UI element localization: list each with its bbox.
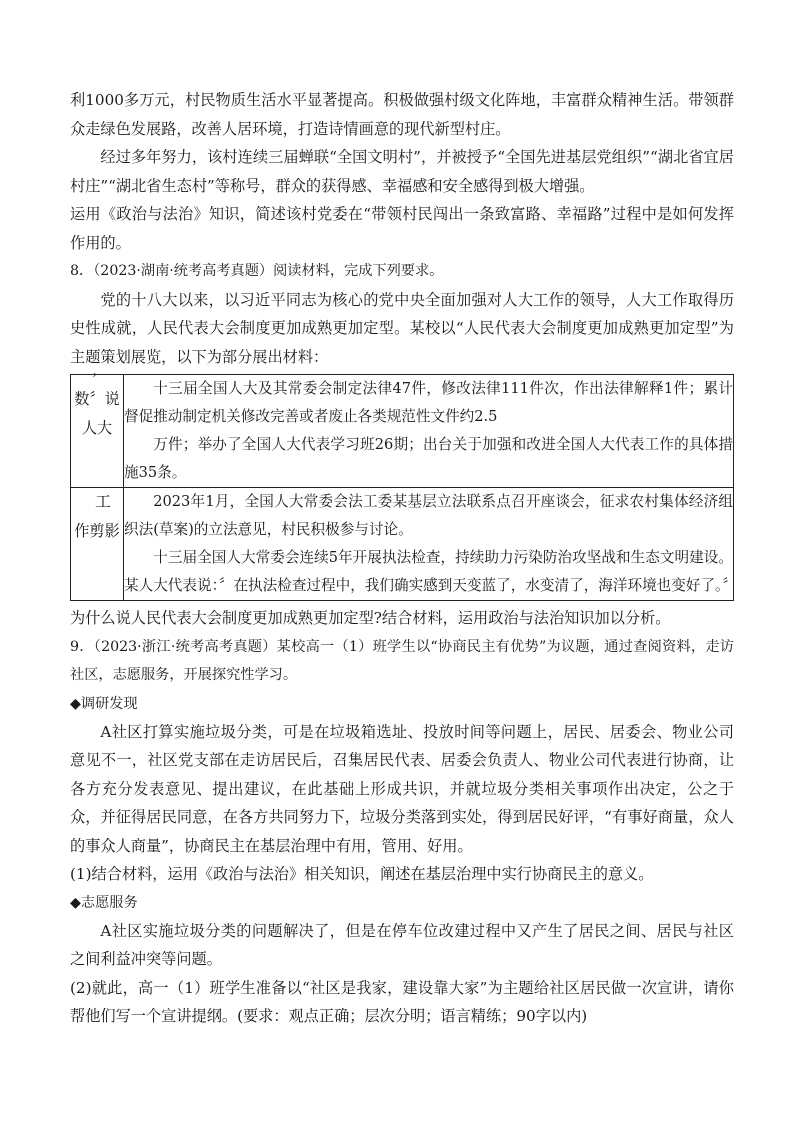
- table-paragraph: 万件；举办了全国人大代表学习班26期；出台关于加强和改进全国人大代表工作的具体措施35条。: [124, 436, 733, 481]
- label-line-2: 人大: [81, 418, 113, 437]
- section-text-research: A社区打算实施垃圾分类，可是在垃圾箱选址、投放时间等问题上，居民、居委会、物业公司意见不一，社区党支部在走访居民后，召集居民代表、居委会负责人、物业公司代表进行协商，让各方充分发表意见、提出建议，在此基础上形成共识，并就垃圾分类相关事项作出决定，公之于众，并征得居民同意，在各方共同努力下，垃圾分类落到实处，得到居民好评，“有事好商量，众人的事众人商量”，协商民主在基层治理中有用，管用、好用。: [70, 722, 734, 855]
- section-title-research: ◆调研发现: [70, 695, 138, 712]
- table-paragraph: 十三届全国人大及其常委会制定法律47件，修改法律111件次，作出法律解释1件；累计督促推动制定机关修改完善或者废止各类规范性文件约2.5: [124, 380, 733, 425]
- question-9-part-2: (2)就此，高一（1）班学生准备以“社区是我家，建设靠大家”为主题给社区居民做一次宣讲，请你帮他们写一个宣讲提纲。(要求：观点正确；层次分明；语言精练；90字以内): [70, 978, 734, 1025]
- section-title-volunteer: ◆志愿服务: [70, 894, 138, 911]
- question-7-prompt: 运用《政治与法治》知识，简述该村党委在“带领村民闯出一条致富路、幸福路”过程中是如何发挥作用的。: [70, 205, 734, 252]
- question-8-prompt: 为什么说人民代表大会制度更加成熟更加定型?结合材料，运用政治与法治知识加以分析。: [70, 609, 671, 627]
- row-label-data-talk: [71, 375, 124, 488]
- label-line-2: 作剪影: [74, 521, 120, 540]
- table-paragraph: 2023年1月，全国人大常委会法工委某基层立法联系点召开座谈会，征求农村集体经济组织法(草案)的立法意见，村民积极参与讨论。: [124, 493, 733, 538]
- intro-paragraph-2: 经过多年努力，该村连续三届蝉联“全国文明村”，并被授予“全国先进基层党组织”“湖北省宜居村庄”“湖北省生态村”等称号，群众的获得感、幸福感和安全感得到极大增强。: [70, 148, 734, 195]
- question-9-header: 9．（2023·浙江·统考高考真题）某校高一（1）班学生以“协商民主有优势”为议题，通过查阅资料，走访社区，志愿服务，开展探究性学习。: [70, 638, 734, 683]
- document-page: [70, 86, 737, 1031]
- question-8-intro: 党的十八大以来，以习近平同志为核心的党中央全面加强对人大工作的领导，人大工作取得历史性成就，人民代表大会制度更加成熟更加定型。某校以“人民代表大会制度更加成熟更加定型”为主题策划展览，以下为部分展出材料：: [70, 290, 734, 366]
- label-line-1: 数〞说: [74, 390, 120, 408]
- row-content-data-talk: [124, 375, 734, 488]
- table-row: [71, 375, 734, 488]
- row-content-work-snapshot: [124, 488, 737, 601]
- intro-paragraph-1: 利1000多万元，村民物质生活水平显著提高。积极做强村级文化阵地，丰富群众精神生活。带领群众走绿色发展路，改善人居环境，打造诗情画意的现代新型村庄。: [70, 91, 734, 138]
- question-8-header: 8．（2023·湖南·统考高考真题）阅读材料，完成下列要求。: [70, 263, 444, 279]
- question-9-part-1: (1)结合材料，运用《政治与法治》相关知识，阐述在基层治理中实行协商民主的意义。: [70, 865, 654, 883]
- table-paragraph: 十三届全国人大常委会连续5年开展执法检查，持续助力污染防治攻坚战和生态文明建设。某人大代表说：〞在执法检查过程中，我们确实感到天变蓝了，水变清了，海洋环境也变好了。〞: [124, 549, 737, 594]
- label-line-1: 工: [94, 492, 111, 511]
- label-quote-mark: 〞: [92, 374, 102, 385]
- row-label-work-snapshot: [71, 488, 124, 601]
- section-text-volunteer: A社区实施垃圾分类的问题解决了，但是在停车位改建过程中又产生了居民之间、居民与社区之间利益冲突等问题。: [70, 921, 734, 968]
- table-row: [71, 488, 734, 601]
- exhibition-materials-table: [70, 374, 737, 601]
